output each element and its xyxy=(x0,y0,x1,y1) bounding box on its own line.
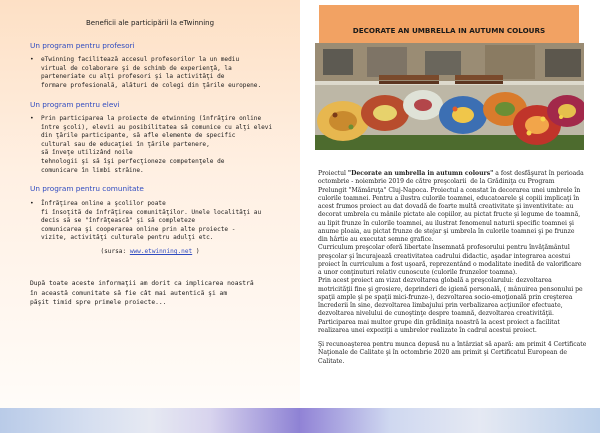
bullet-icon: • xyxy=(30,115,34,122)
bullet-students xyxy=(30,115,275,175)
project-description: Proiectul "Decorate an umbrella in autumn colours" a fost desfăşurat în perioada octombrie - noiembrie 2019 de către preşcolarii de la Grădiniţa cu Program Prelungit "Mămăruţa" Cluj-Napoca. Proiectul a constat în decorarea unei umbrele în culorile toamnei. Pentru a ilustra culorile toamnei, educatoarele şi copiii implicaţi în acest frumos proiect au dat dovadă de foarte multă creativitate şi inventivitate: au decorat umbrela cu mânile pictate ale copiilor, au pictat fructe şi legume de toamnă, au lipit frunze în culorile toamnei, au ilustrat fenomenul naturii specific toamnei şi anume ploaia, au pictat frunze de stejar şi umbrela în culorile toamnei şi pe frunze din hârtie au executat semne grafice. Curriculum preşcolar oferă libertate însemnată profesorului pentru învăţământul preşcolar şi încurajează creativitatea cadrului didactic, aşadar integrarea acestui proiect în curriculum a fost uşoară, reprezentând o modalitate inedită de valorificare a unor conţinuturi relativ cunoscute (culorile frunzelor toamna). Prin acest proiect am vizat dezvoltarea globală a preşcolarului: dezvoltarea motricităţii fine şi grosiere, deprinderi de igienă personală, ( mânuirea pensonului pe spaţii ample şi pe spaţii mici-frunze-), dezvoltarea socio-emoţională prin creşterea încrederii în sine, dezvoltarea limbajului prin verbalizarea acţiunilor efectuate, dezvoltarea nivelului de cunoştinţe despre toamnă, dezvoltarea creativităţii. Participarea mai multor grupe din grădiniţa noastră la acest proiect a facilitat realizarea unei expoziţii a umbrelor realizate în cadrul acestui proiect. Şi recunoaşterea pentru munca depusă nu a întârziat să apară: am primit 4 Certificate Naţionale de Calitate şi în octombrie 2020 am primit şi Certificatul European de Calitate. xyxy=(318,170,587,365)
section-heading-students: Un program pentru elevi xyxy=(30,100,120,109)
bullet-text: eTwinning facilitează accesul profesorilor la un mediu virtual de colaborare şi de schimb de experienţă, la parteneriate cu alţi profesori şi la activităţi de formare profesională, alături de colegi din ţările europene. xyxy=(41,56,262,89)
umbrellas-photo-illustration xyxy=(315,43,584,150)
bullet-text: Prin participarea la proiecte de etwinning (înfrăţire online între şcoli), elevii au posibilitatea să comunice cu alţi elevi din ţările participante, să afle elemente de specific cultural sau de educaţiei în ţările partenere, să înveţe utilizând noile tehnologii şi să îşi perfecţioneze competenţele de comunicare în limbi străine. xyxy=(41,115,273,174)
section-heading-community: Un program pentru comunitate xyxy=(30,184,144,193)
right-bottom-band xyxy=(300,408,600,433)
header-title: DECORATE AN UMBRELLA IN AUTUMN COLOURS xyxy=(352,26,546,35)
project-title: "Decorate an umbrella in autumn colours" xyxy=(347,170,494,177)
bullet-teachers xyxy=(30,56,275,90)
header-banner xyxy=(319,5,579,43)
section-heading-teachers: Un program pentru profesori xyxy=(30,41,135,50)
umbrellas-photo xyxy=(315,43,584,150)
left-page-title: Beneficii ale participării la eTwinning xyxy=(85,19,215,27)
source-line: (sursa: www.etwinning.net ) xyxy=(100,248,200,255)
bullet-community xyxy=(30,200,275,243)
certificates-paragraph: Şi recunoaşterea pentru munca depusă nu a întârziat să apară: am primit 4 Certificate xyxy=(318,341,587,348)
etwinning-link[interactable]: www.etwinning.net xyxy=(129,248,193,255)
closing-paragraph: După toate aceste informaţii am dorit ca implicarea noastră în această comunitate să fie cât mai autentică şi am păşit timid spre primele proiecte... xyxy=(30,280,254,307)
left-bottom-band xyxy=(0,408,300,433)
bullet-icon: • xyxy=(30,200,34,207)
bullet-icon: • xyxy=(30,56,34,63)
bullet-text: Înfrăţirea online a şcolilor poate fi însoţită de înfrăţirea comunităţilor. Unele localităţi au decis să se "înfrăţească" şi să completeze comunicarea şi cooperarea online prin alte proiecte - vizite, activităţi culturale pentru adulţi etc. xyxy=(41,200,262,242)
